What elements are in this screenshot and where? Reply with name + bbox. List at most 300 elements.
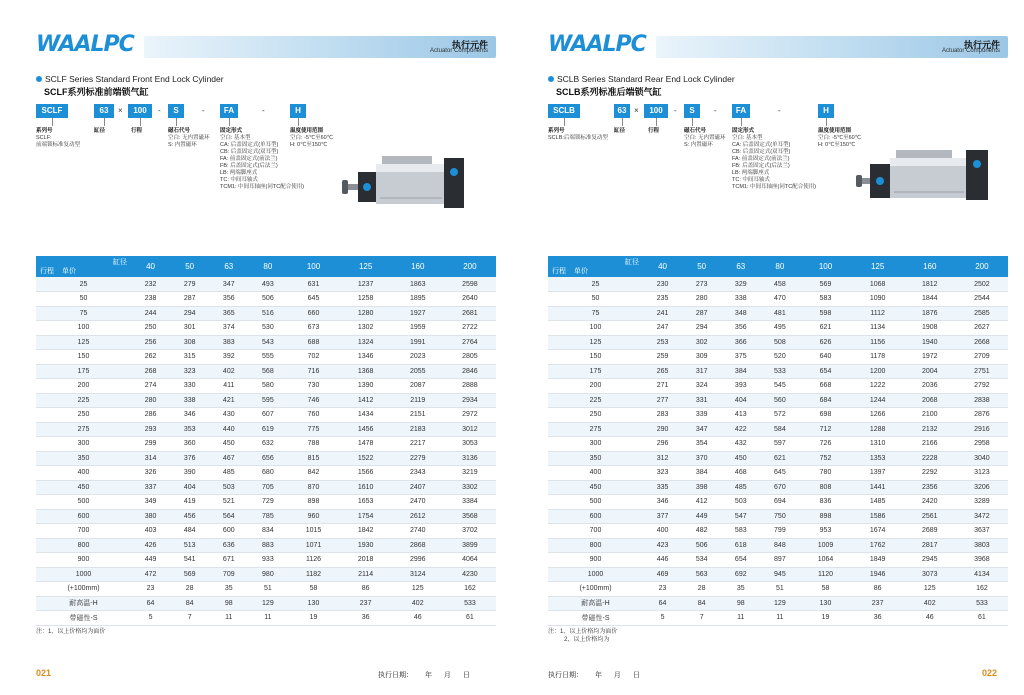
price-cell: 555 xyxy=(248,350,287,365)
price-cell: 656 xyxy=(248,451,287,466)
price-cell: 5 xyxy=(131,611,170,626)
legend-temp xyxy=(290,128,333,149)
legend-head: 磁石代号 xyxy=(168,128,191,134)
legend-line: 空白: 无内置磁环 xyxy=(168,135,210,141)
stroke-cell: 125 xyxy=(36,335,131,350)
price-cell: 446 xyxy=(643,553,682,568)
corner-stroke-label: 行程 xyxy=(552,268,566,275)
price-cell: 2228 xyxy=(904,451,956,466)
stroke-cell: 450 xyxy=(36,480,131,495)
price-cell: 458 xyxy=(760,277,799,292)
price-cell: 1200 xyxy=(852,364,904,379)
table-row xyxy=(548,437,1008,452)
stroke-cell: 175 xyxy=(548,364,643,379)
stroke-cell: 275 xyxy=(548,422,643,437)
price-cell: 11 xyxy=(248,611,287,626)
price-cell: 3289 xyxy=(956,495,1008,510)
legend-line: CB: 后盖固定式(双耳型) xyxy=(732,149,791,155)
price-cell: 729 xyxy=(248,495,287,510)
stroke-cell: 250 xyxy=(548,408,643,423)
price-cell: 836 xyxy=(799,495,851,510)
price-cell: 58 xyxy=(799,582,851,597)
price-cell: 353 xyxy=(170,422,209,437)
price-cell: 572 xyxy=(760,408,799,423)
price-cell: 28 xyxy=(682,582,721,597)
price-cell: 324 xyxy=(682,379,721,394)
price-cell: 712 xyxy=(799,422,851,437)
table-row xyxy=(548,451,1008,466)
price-cell: 125 xyxy=(392,582,444,597)
price-cell: 330 xyxy=(170,379,209,394)
price-cell: 2544 xyxy=(956,292,1008,307)
legend-line: H: 0℃至150℃ xyxy=(818,142,856,148)
table-row xyxy=(548,292,1008,307)
price-cell: 2916 xyxy=(956,422,1008,437)
code-times: × xyxy=(634,106,639,115)
price-cell: 404 xyxy=(170,480,209,495)
bullet-icon xyxy=(548,76,554,82)
price-cell: 2343 xyxy=(392,466,444,481)
stroke-cell: 1000 xyxy=(548,567,643,582)
price-cell: 569 xyxy=(170,567,209,582)
table-row xyxy=(548,277,1008,292)
corner-bore-label: 缸径 xyxy=(113,259,127,266)
page-number: 021 xyxy=(36,668,52,678)
price-cell: 1015 xyxy=(287,524,339,539)
code-leader xyxy=(564,118,565,126)
price-cell: 2805 xyxy=(444,350,496,365)
price-cell: 36 xyxy=(852,611,904,626)
price-cell: 597 xyxy=(760,437,799,452)
price-cell: 2068 xyxy=(904,393,956,408)
price-cell: 848 xyxy=(760,538,799,553)
price-cell: 1842 xyxy=(340,524,392,539)
price-cell: 583 xyxy=(721,524,760,539)
price-cell: 262 xyxy=(131,350,170,365)
price-cell: 2838 xyxy=(956,393,1008,408)
price-cell: 2972 xyxy=(444,408,496,423)
price-cell: 2627 xyxy=(956,321,1008,336)
price-cell: 788 xyxy=(287,437,339,452)
price-cell: 86 xyxy=(340,582,392,597)
price-cell: 1930 xyxy=(340,538,392,553)
code-leader xyxy=(104,118,105,126)
price-cell: 705 xyxy=(248,480,287,495)
price-cell: 2087 xyxy=(392,379,444,394)
price-cell: 449 xyxy=(682,509,721,524)
price-cell: 636 xyxy=(209,538,248,553)
price-cell: 432 xyxy=(721,437,760,452)
stroke-cell: 600 xyxy=(36,509,131,524)
price-cell: 456 xyxy=(170,509,209,524)
price-cell: 335 xyxy=(643,480,682,495)
price-cell: 323 xyxy=(170,364,209,379)
table-row xyxy=(548,364,1008,379)
price-cell: 1674 xyxy=(852,524,904,539)
price-cell: 356 xyxy=(209,292,248,307)
price-cell: 315 xyxy=(170,350,209,365)
price-cell: 3899 xyxy=(444,538,496,553)
legend-head: 行程 xyxy=(648,128,660,134)
price-cell: 1266 xyxy=(852,408,904,423)
price-cell: 632 xyxy=(248,437,287,452)
code-dash: - xyxy=(202,106,205,115)
code-bore: 63 xyxy=(94,104,114,118)
code-leader xyxy=(176,118,177,126)
price-cell: 2888 xyxy=(444,379,496,394)
price-cell: 3206 xyxy=(956,480,1008,495)
price-cell: 46 xyxy=(392,611,444,626)
price-cell: 411 xyxy=(209,379,248,394)
price-cell: 692 xyxy=(721,567,760,582)
stroke-cell: 275 xyxy=(36,422,131,437)
stroke-cell: 700 xyxy=(548,524,643,539)
date-month: 月 xyxy=(613,672,621,679)
bore-header-cell: 40 xyxy=(131,256,170,277)
stroke-cell: 100 xyxy=(36,321,131,336)
price-cell: 654 xyxy=(799,364,851,379)
table-row xyxy=(36,379,496,394)
price-cell: 1120 xyxy=(799,567,851,582)
price-cell: 506 xyxy=(682,538,721,553)
price-cell: 402 xyxy=(904,596,956,611)
legend-head: 固定形式 xyxy=(220,128,243,134)
banner-subtitle: Actuator Components xyxy=(429,48,488,54)
corner-stroke-price-label xyxy=(552,266,588,276)
price-cell: 349 xyxy=(131,495,170,510)
price-cell: 503 xyxy=(209,480,248,495)
price-cell: 1071 xyxy=(287,538,339,553)
table-row xyxy=(548,335,1008,350)
price-cell: 598 xyxy=(799,306,851,321)
price-cell: 673 xyxy=(287,321,339,336)
stroke-cell: 500 xyxy=(36,495,131,510)
bore-header-cell: 125 xyxy=(852,256,904,277)
price-cell: 2668 xyxy=(956,335,1008,350)
legend-line: FA: 前盖固定式(前法兰) xyxy=(732,156,790,162)
price-cell: 347 xyxy=(209,277,248,292)
price-cell: 392 xyxy=(209,350,248,365)
table-row xyxy=(548,567,1008,582)
price-cell: 621 xyxy=(799,321,851,336)
footnote: 注：1、以上价格均为面价 xyxy=(548,629,618,635)
price-cell: 1112 xyxy=(852,306,904,321)
stroke-cell: 900 xyxy=(548,553,643,568)
price-cell: 1353 xyxy=(852,451,904,466)
price-cell: 2023 xyxy=(392,350,444,365)
price-cell: 618 xyxy=(721,538,760,553)
price-cell: 503 xyxy=(721,495,760,510)
legend-line: H: 0℃至150℃ xyxy=(290,142,328,148)
price-cell: 286 xyxy=(131,408,170,423)
price-cell: 398 xyxy=(682,480,721,495)
price-cell: 274 xyxy=(131,379,170,394)
price-cell: 1126 xyxy=(287,553,339,568)
price-cell: 563 xyxy=(682,567,721,582)
price-cell: 671 xyxy=(209,553,248,568)
price-cell: 898 xyxy=(287,495,339,510)
table-row xyxy=(36,538,496,553)
stroke-cell: 50 xyxy=(36,292,131,307)
price-cell: 1412 xyxy=(340,393,392,408)
table-row xyxy=(36,466,496,481)
code-stroke: 100 xyxy=(128,104,152,118)
price-cell: 870 xyxy=(287,480,339,495)
price-cell: 1441 xyxy=(852,480,904,495)
price-cell: 323 xyxy=(643,466,682,481)
price-cell: 2132 xyxy=(904,422,956,437)
table-corner xyxy=(548,256,643,277)
price-cell: 98 xyxy=(721,596,760,611)
price-cell: 467 xyxy=(209,451,248,466)
corner-stroke-price-label xyxy=(40,266,76,276)
price-cell: 3053 xyxy=(444,437,496,452)
price-cell: 280 xyxy=(131,393,170,408)
price-cell: 1237 xyxy=(340,277,392,292)
banner-title: 执行元件 xyxy=(963,40,1000,50)
table-row xyxy=(548,321,1008,336)
legend-line: 空白: -5℃至60℃ xyxy=(818,135,861,141)
stroke-cell: 25 xyxy=(548,277,643,292)
price-cell: 3040 xyxy=(956,451,1008,466)
table-row xyxy=(36,553,496,568)
price-cell: 238 xyxy=(131,292,170,307)
price-cell: 125 xyxy=(904,582,956,597)
price-cell: 569 xyxy=(799,277,851,292)
banner-subtitle: Actuator Components xyxy=(941,48,1000,54)
code-series: SCLB xyxy=(548,104,580,118)
product-title-en-text: SCLF Series Standard Front End Lock Cylinder xyxy=(45,74,224,84)
price-cell: 129 xyxy=(760,596,799,611)
price-cell: 393 xyxy=(721,379,760,394)
table-row xyxy=(36,495,496,510)
table-corner xyxy=(36,256,131,277)
price-cell: 3702 xyxy=(444,524,496,539)
price-cell: 1972 xyxy=(904,350,956,365)
brand-logo: WAALPC xyxy=(36,32,134,57)
price-cell: 256 xyxy=(131,335,170,350)
price-cell: 84 xyxy=(682,596,721,611)
price-cell: 484 xyxy=(170,524,209,539)
price-cell: 2151 xyxy=(392,408,444,423)
bore-header-cell: 50 xyxy=(170,256,209,277)
price-cell: 403 xyxy=(131,524,170,539)
price-cell: 680 xyxy=(248,466,287,481)
legend-head: 系列号 xyxy=(548,128,565,134)
bore-header-cell: 100 xyxy=(799,256,851,277)
price-table xyxy=(548,256,1008,626)
price-cell: 271 xyxy=(643,379,682,394)
legend-series xyxy=(548,128,608,142)
stroke-cell: 250 xyxy=(36,408,131,423)
price-cell: 308 xyxy=(170,335,209,350)
price-cell: 1310 xyxy=(852,437,904,452)
price-cell: 2292 xyxy=(904,466,956,481)
stroke-cell: 450 xyxy=(548,480,643,495)
price-cell: 834 xyxy=(248,524,287,539)
table-header xyxy=(548,256,1008,277)
code-dash: - xyxy=(714,106,717,115)
stroke-cell: 800 xyxy=(548,538,643,553)
price-cell: 11 xyxy=(760,611,799,626)
price-cell: 64 xyxy=(643,596,682,611)
price-cell: 621 xyxy=(760,451,799,466)
stroke-cell: 600 xyxy=(548,509,643,524)
price-cell: 640 xyxy=(799,350,851,365)
price-cell: 716 xyxy=(287,364,339,379)
legend-line: CA: 后盖固定式(单耳型) xyxy=(220,142,279,148)
table-row xyxy=(548,524,1008,539)
price-cell: 1959 xyxy=(392,321,444,336)
price-cell: 2470 xyxy=(392,495,444,510)
price-cell: 2407 xyxy=(392,480,444,495)
stroke-cell: (+100mm) xyxy=(548,582,643,597)
code-mount: FA xyxy=(220,104,238,118)
price-cell: 799 xyxy=(760,524,799,539)
table-row xyxy=(36,611,496,626)
price-cell: 2561 xyxy=(904,509,956,524)
page-header xyxy=(548,30,1008,62)
price-cell: 2018 xyxy=(340,553,392,568)
legend-bore xyxy=(94,128,105,135)
price-cell: 1991 xyxy=(392,335,444,350)
price-cell: 3073 xyxy=(904,567,956,582)
price-cell: 545 xyxy=(760,379,799,394)
code-magnet: S xyxy=(168,104,184,118)
price-cell: 346 xyxy=(170,408,209,423)
price-cell: 508 xyxy=(760,335,799,350)
table-row xyxy=(548,509,1008,524)
price-cell: 237 xyxy=(340,596,392,611)
price-cell: 35 xyxy=(721,582,760,597)
price-cell: 400 xyxy=(643,524,682,539)
price-cell: 933 xyxy=(248,553,287,568)
stroke-cell: 200 xyxy=(36,379,131,394)
price-cell: 329 xyxy=(721,277,760,292)
price-cell: 960 xyxy=(287,509,339,524)
code-bore: 63 xyxy=(614,104,630,118)
price-cell: 2279 xyxy=(392,451,444,466)
table-row xyxy=(36,451,496,466)
legend-magnet xyxy=(684,128,726,149)
price-cell: 534 xyxy=(682,553,721,568)
price-cell: 1844 xyxy=(904,292,956,307)
price-cell: 883 xyxy=(248,538,287,553)
price-cell: 46 xyxy=(904,611,956,626)
code-leader xyxy=(741,118,742,126)
price-cell: 541 xyxy=(170,553,209,568)
stroke-cell: 125 xyxy=(548,335,643,350)
code-leader xyxy=(298,118,299,126)
stroke-cell: 500 xyxy=(548,495,643,510)
price-cell: 283 xyxy=(643,408,682,423)
price-cell: 162 xyxy=(444,582,496,597)
price-cell: 1849 xyxy=(852,553,904,568)
table-row xyxy=(36,437,496,452)
legend-line: CB: 后盖固定式(双耳型) xyxy=(220,149,279,155)
legend-line: 空白: 无内置磁环 xyxy=(684,135,726,141)
price-cell: 449 xyxy=(131,553,170,568)
table-row xyxy=(36,335,496,350)
price-cell: 317 xyxy=(682,364,721,379)
price-cell: 365 xyxy=(209,306,248,321)
price-cell: 241 xyxy=(643,306,682,321)
brand-logo: WAALPC xyxy=(548,32,646,57)
stroke-cell: 50 xyxy=(548,292,643,307)
price-cell: 1908 xyxy=(904,321,956,336)
table-row xyxy=(548,611,1008,626)
stroke-cell: 带磁性-S xyxy=(548,611,643,626)
price-cell: 808 xyxy=(799,480,851,495)
price-cell: 726 xyxy=(799,437,851,452)
stroke-cell: 300 xyxy=(36,437,131,452)
price-cell: 1390 xyxy=(340,379,392,394)
price-cell: 580 xyxy=(248,379,287,394)
price-cell: 1762 xyxy=(852,538,904,553)
price-cell: 426 xyxy=(131,538,170,553)
code-mount: FA xyxy=(732,104,750,118)
price-cell: 1863 xyxy=(392,277,444,292)
price-cell: 898 xyxy=(799,509,851,524)
stroke-cell: 900 xyxy=(36,553,131,568)
price-cell: 51 xyxy=(760,582,799,597)
price-cell: 2217 xyxy=(392,437,444,452)
table-row xyxy=(36,277,496,292)
price-cell: 547 xyxy=(721,509,760,524)
left-page xyxy=(22,0,502,695)
price-cell: 338 xyxy=(170,393,209,408)
price-cell: 1258 xyxy=(340,292,392,307)
legend-line: FA: 前盖固定式(前法兰) xyxy=(220,156,278,162)
price-cell: 1009 xyxy=(799,538,851,553)
table-row xyxy=(36,350,496,365)
bore-header-cell: 63 xyxy=(721,256,760,277)
table-row xyxy=(36,509,496,524)
price-cell: 595 xyxy=(248,393,287,408)
price-cell: 86 xyxy=(852,582,904,597)
bore-header-cell: 40 xyxy=(643,256,682,277)
stroke-cell: 175 xyxy=(36,364,131,379)
legend-magnet xyxy=(168,128,210,149)
price-cell: 2119 xyxy=(392,393,444,408)
price-cell: 265 xyxy=(643,364,682,379)
price-cell: 2751 xyxy=(956,364,1008,379)
price-cell: 1522 xyxy=(340,451,392,466)
table-row xyxy=(548,553,1008,568)
date-year: 年 xyxy=(424,672,432,679)
stroke-cell: 150 xyxy=(548,350,643,365)
price-cell: 520 xyxy=(760,350,799,365)
code-leader xyxy=(140,118,141,126)
price-cell: 2764 xyxy=(444,335,496,350)
date-label: 执行日期： xyxy=(378,672,413,679)
bore-header-cell: 200 xyxy=(444,256,496,277)
code-dash: - xyxy=(674,106,677,115)
corner-price-label: 单价 xyxy=(62,268,76,275)
legend-line: 空白: 基本型 xyxy=(220,135,251,141)
legend-line: TCM1: 中间耳轴座(同TC配合使用) xyxy=(732,184,817,190)
footnote: 2、以上价格均为 xyxy=(564,637,610,643)
code-times: × xyxy=(118,106,123,115)
stroke-cell: 75 xyxy=(36,306,131,321)
legend-stroke xyxy=(131,128,142,135)
price-cell: 3968 xyxy=(956,553,1008,568)
price-cell: 495 xyxy=(760,321,799,336)
price-cell: 11 xyxy=(209,611,248,626)
price-cell: 485 xyxy=(721,480,760,495)
stroke-cell: 耐高温-H xyxy=(548,596,643,611)
stroke-cell: 350 xyxy=(548,451,643,466)
